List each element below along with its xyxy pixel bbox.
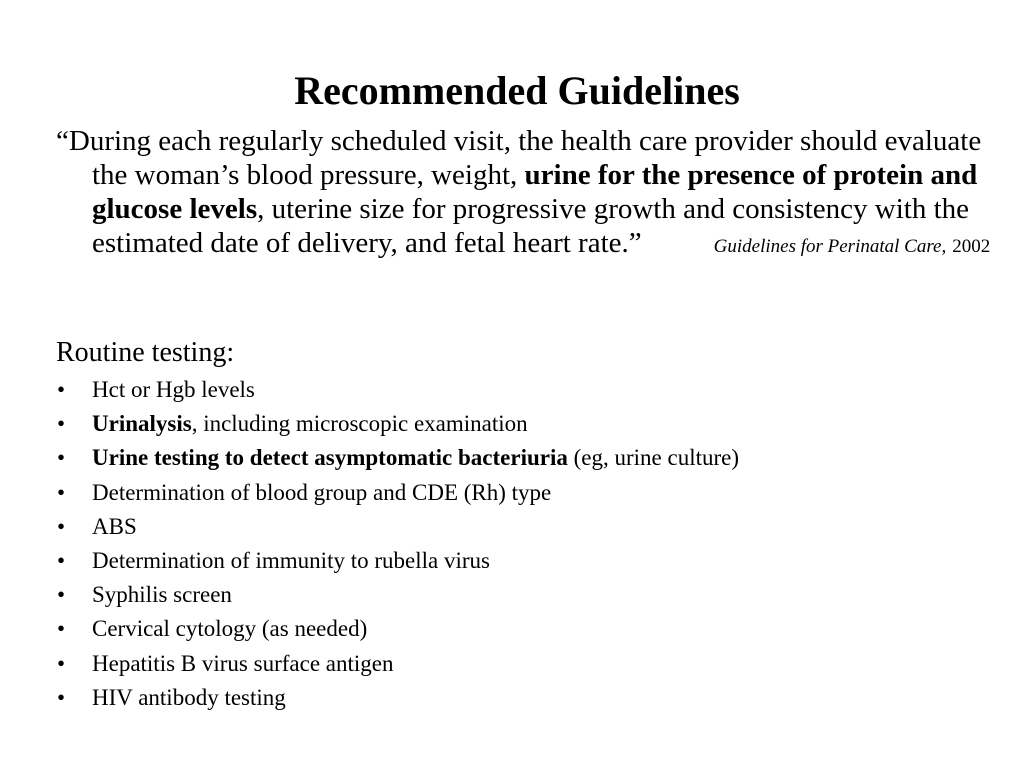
test-item [56, 681, 996, 715]
bullet-icon: • [57, 377, 66, 402]
test-item [56, 544, 996, 578]
test-item-text: Cervical cytology (as needed) [92, 616, 368, 642]
bullet-icon: • [57, 650, 66, 676]
test-item-text: Hepatitis B virus surface antigen [92, 650, 394, 676]
quote-bold-text: urine for the presence of protein and glucose levels [92, 159, 978, 225]
test-item [56, 647, 996, 681]
guideline-quote [56, 124, 1004, 264]
routine-testing-heading: Routine testing: [56, 337, 235, 368]
test-item [56, 441, 996, 475]
test-item-text: HIV antibody testing [92, 684, 286, 710]
test-item [56, 510, 996, 544]
bullet-icon: • [57, 479, 66, 505]
bullet-icon: • [57, 616, 66, 642]
test-item-text: Determination of immunity to rubella virus [92, 547, 490, 573]
test-item-text: Hct or Hgb levels [92, 377, 255, 402]
bullet-icon: • [57, 547, 66, 573]
citation-source: Guidelines for Perinatal Care [713, 236, 942, 257]
bullet-icon: • [57, 684, 66, 710]
test-item-text: (eg, urine culture) [567, 445, 740, 471]
test-item-bold: Urine testing to detect asymptomatic bacteriuria [92, 445, 568, 471]
test-item [56, 407, 996, 441]
bullet-icon: • [57, 445, 66, 471]
citation-year: 2002 [952, 236, 991, 257]
test-item [56, 578, 996, 612]
test-item [56, 476, 996, 510]
test-item-text: Syphilis screen [92, 582, 232, 608]
bullet-icon: • [57, 513, 66, 539]
test-item [56, 612, 996, 646]
test-item-text: , including microscopic examination [191, 411, 528, 437]
quote-text-end: , uterine size for progressive growth and consistency with the estimated date of delivery, and fetal heart rate.” [92, 193, 970, 259]
quote-text-start: “During each regularly scheduled visit, the health care provider should evaluate the woman’s blood pressure, weight, [56, 125, 982, 191]
test-item-text: Determination of blood group and CDE (Rh) type [92, 479, 552, 505]
test-item-bold: Urinalysis [92, 411, 192, 437]
slide-title: Recommended Guidelines [294, 68, 740, 113]
test-item-text: ABS [92, 513, 137, 539]
bullet-icon: • [57, 582, 66, 608]
bullet-icon: • [57, 411, 66, 437]
routine-testing-list [56, 373, 996, 715]
test-item [56, 373, 996, 407]
citation-separator: , [941, 236, 947, 257]
